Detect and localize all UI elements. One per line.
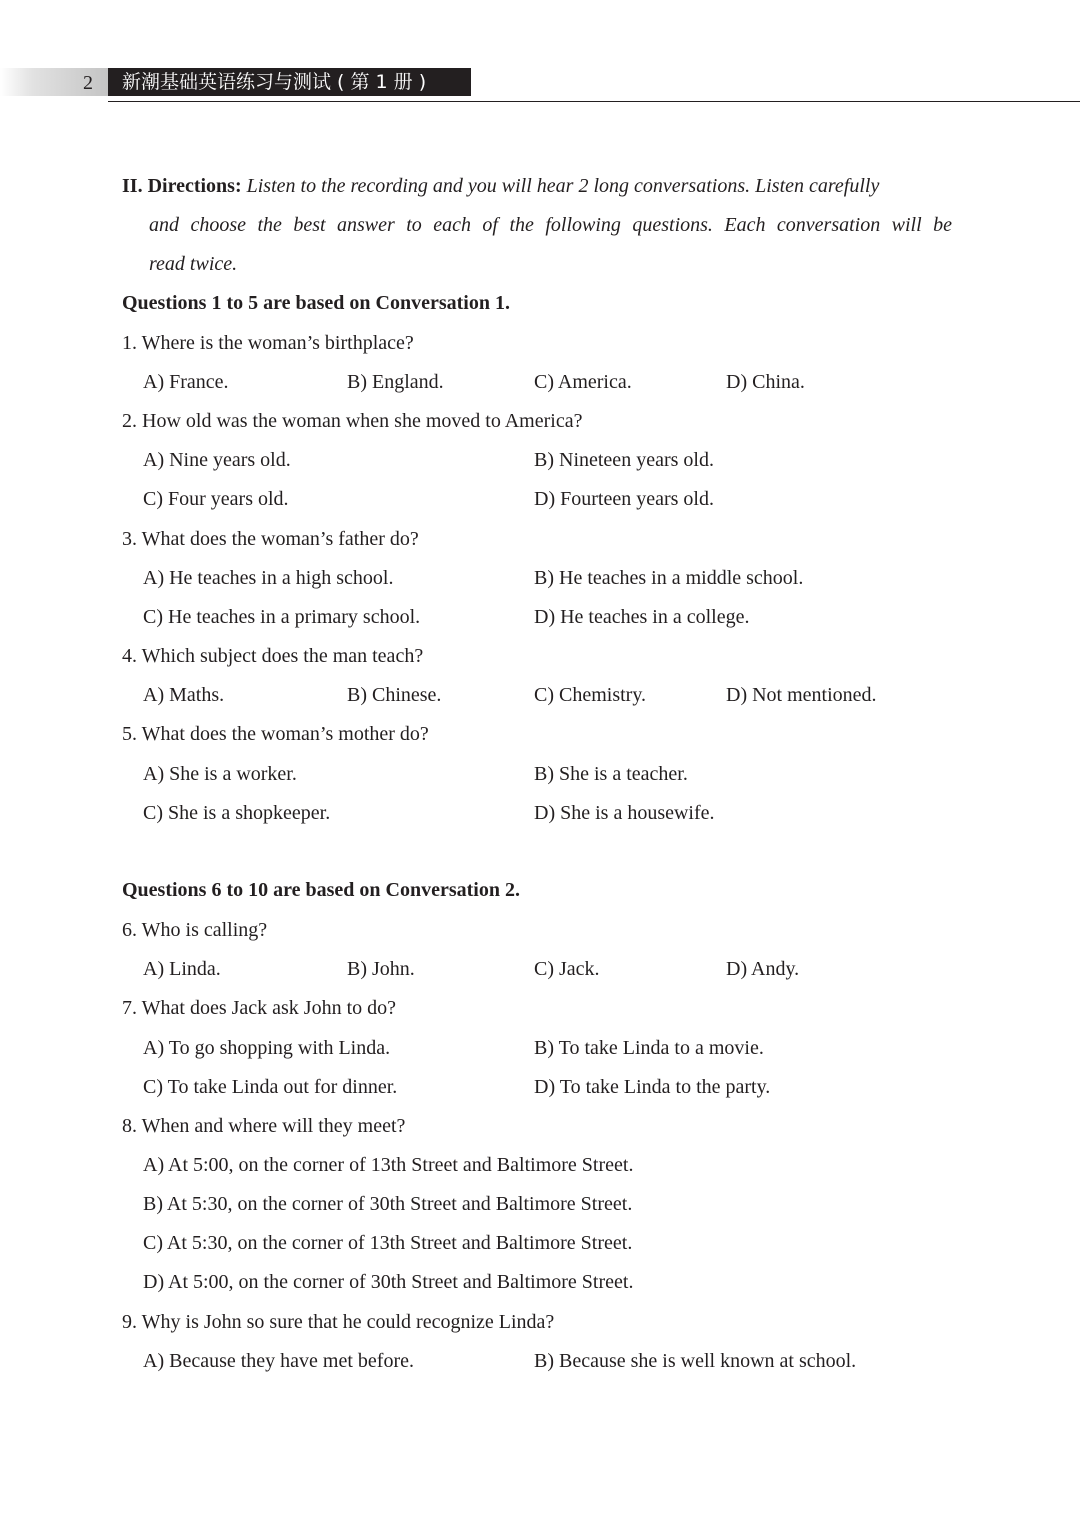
option-d: D) Not mentioned. bbox=[726, 684, 877, 706]
option-b: B) He teaches in a middle school. bbox=[534, 567, 804, 589]
option-c: C) She is a shopkeeper. bbox=[143, 802, 331, 824]
option-d: D) Andy. bbox=[726, 958, 800, 980]
option-b: B) John. bbox=[347, 958, 415, 980]
page-number: 2 bbox=[83, 72, 93, 94]
option-d: D) China. bbox=[726, 371, 805, 393]
option-a: A) To go shopping with Linda. bbox=[143, 1037, 391, 1059]
option-b: B) Chinese. bbox=[347, 684, 442, 706]
option-b: B) Nineteen years old. bbox=[534, 449, 714, 471]
option-c: C) He teaches in a primary school. bbox=[143, 606, 421, 628]
header-title-box bbox=[108, 68, 471, 96]
option-a: A) France. bbox=[143, 371, 229, 393]
directions-line-1 bbox=[122, 173, 879, 199]
question-stem: 4. Which subject does the man teach? bbox=[122, 645, 424, 667]
option-b: B) She is a teacher. bbox=[534, 763, 688, 785]
question-stem: 6. Who is calling? bbox=[122, 919, 268, 941]
directions-label: II. Directions: bbox=[122, 175, 242, 197]
option-b: B) At 5:30, on the corner of 30th Street and Baltimore Street. bbox=[143, 1193, 633, 1215]
option-c: C) At 5:30, on the corner of 13th Street and Baltimore Street. bbox=[143, 1232, 633, 1254]
option-a: A) She is a worker. bbox=[143, 763, 297, 785]
option-a: A) Linda. bbox=[143, 958, 221, 980]
question-stem: 9. Why is John so sure that he could recognize Linda? bbox=[122, 1311, 555, 1333]
option-c: C) Four years old. bbox=[143, 488, 289, 510]
option-b: B) England. bbox=[347, 371, 444, 393]
option-c: C) Chemistry. bbox=[534, 684, 647, 706]
option-a: A) He teaches in a high school. bbox=[143, 567, 394, 589]
option-c: C) To take Linda out for dinner. bbox=[143, 1076, 398, 1098]
directions-text-1: Listen to the recording and you will hear 2 long conversations. Listen carefully bbox=[246, 175, 880, 197]
option-a: A) Maths. bbox=[143, 684, 225, 706]
option-c: C) Jack. bbox=[534, 958, 600, 980]
option-d: D) She is a housewife. bbox=[534, 802, 715, 824]
question-stem: 2. How old was the woman when she moved to America? bbox=[122, 410, 583, 432]
question-stem: 5. What does the woman’s mother do? bbox=[122, 723, 429, 745]
question-stem: 1. Where is the woman’s birthplace? bbox=[122, 332, 414, 354]
section-heading-2: Questions 6 to 10 are based on Conversation 2. bbox=[122, 879, 520, 901]
option-b: B) Because she is well known at school. bbox=[534, 1350, 857, 1372]
question-stem: 3. What does the woman’s father do? bbox=[122, 528, 419, 550]
option-d: D) To take Linda to the party. bbox=[534, 1076, 771, 1098]
option-d: D) Fourteen years old. bbox=[534, 488, 714, 510]
option-b: B) To take Linda to a movie. bbox=[534, 1037, 764, 1059]
question-stem: 7. What does Jack ask John to do? bbox=[122, 997, 397, 1019]
section-heading-1: Questions 1 to 5 are based on Conversation 1. bbox=[122, 292, 510, 314]
option-a: A) Nine years old. bbox=[143, 449, 291, 471]
directions-line-3: read twice. bbox=[149, 253, 238, 275]
option-a: A) Because they have met before. bbox=[143, 1350, 414, 1372]
option-c: C) America. bbox=[534, 371, 632, 393]
question-stem: 8. When and where will they meet? bbox=[122, 1115, 406, 1137]
directions-line-2: and choose the best answer to each of the following questions. Each conversation will be bbox=[149, 214, 952, 236]
header-rule bbox=[108, 101, 1080, 102]
option-a: A) At 5:00, on the corner of 13th Street and Baltimore Street. bbox=[143, 1154, 634, 1176]
book-title: 新潮基础英语练习与测试 ( 第 1 册 ) bbox=[122, 71, 427, 93]
option-d: D) He teaches in a college. bbox=[534, 606, 750, 628]
option-d: D) At 5:00, on the corner of 30th Street and Baltimore Street. bbox=[143, 1271, 634, 1293]
